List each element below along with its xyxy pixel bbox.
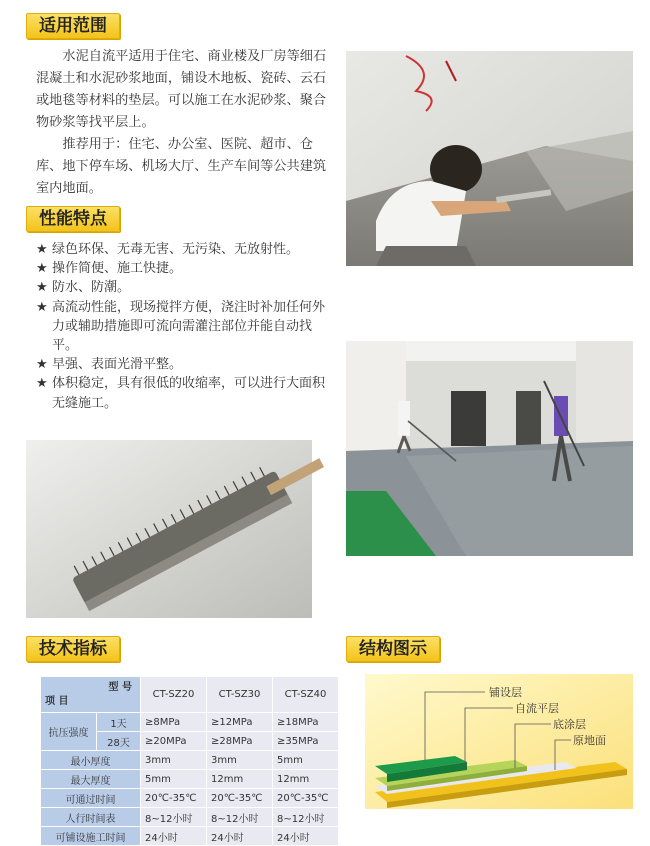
table-cell: 5mm xyxy=(141,770,207,789)
feature-item: ★ 体积稳定，具有很低的收缩率，可以进行大面积无缝施工。 xyxy=(36,376,326,411)
table-cell: ≥8MPa xyxy=(141,713,207,732)
table-cell: 12mm xyxy=(273,770,339,789)
feature-item: ★ 操作简便、施工快捷。 xyxy=(36,259,336,278)
scope-title: 适用范围 xyxy=(26,13,120,39)
table-row xyxy=(41,789,339,808)
scope-paragraph-2: 推荐用于：住宅、办公室、医院、超市、仓库、地下停车场、机场大厅、生产车间等公共建筑室内地面。 xyxy=(36,137,327,196)
table-cell: ≥28MPa xyxy=(207,732,273,751)
table-row xyxy=(41,751,339,770)
table-row-label: 抗压强度 xyxy=(41,713,97,751)
features-title: 性能特点 xyxy=(26,206,120,232)
table-cell: 24小时 xyxy=(273,827,339,846)
specs-table xyxy=(40,676,339,846)
star-icon: ★ xyxy=(36,376,48,392)
photo-spiked-roller xyxy=(26,440,312,618)
scope-paragraph-1: 水泥自流平适用于住宅、商业楼及厂房等细石混凝土和水泥砂浆地面，铺设木地板、瓷砖、云石或地毯等材料的垫层。可以施工在水泥砂浆、聚合物砂浆等找平层上。 xyxy=(36,49,327,130)
features-list xyxy=(36,240,336,413)
table-cell: ≥18MPa xyxy=(273,713,339,732)
label-self-leveling-layer: 自流平层 xyxy=(515,702,559,715)
star-icon: ★ xyxy=(36,261,48,277)
table-row-sublabel: 1天 xyxy=(97,713,141,732)
table-header-model: CT-SZ40 xyxy=(273,677,339,713)
table-cell: 8~12小时 xyxy=(273,808,339,827)
table-header-model: CT-SZ30 xyxy=(207,677,273,713)
scope-text xyxy=(36,46,338,200)
table-cell: 3mm xyxy=(207,751,273,770)
photo-worker-troweling xyxy=(346,51,633,266)
table-cell: 20℃-35℃ xyxy=(141,789,207,808)
table-row xyxy=(41,770,339,789)
label-primer-layer: 底涂层 xyxy=(553,718,586,731)
star-icon: ★ xyxy=(36,242,48,257)
table-row-sublabel: 28天 xyxy=(97,732,141,751)
table-row-label: 最小厚度 xyxy=(41,751,141,770)
feature-item: ★ 绿色环保、无毒无害、无污染、无放射性。 xyxy=(36,240,336,259)
table-cell: 8~12小时 xyxy=(141,808,207,827)
table-row xyxy=(41,713,339,732)
star-icon: ★ xyxy=(36,357,48,373)
table-row-label: 人行时间表 xyxy=(41,808,141,827)
feature-item: ★ 防水、防潮。 xyxy=(36,278,336,297)
table-cell: 24小时 xyxy=(141,827,207,846)
structure-diagram xyxy=(365,674,633,809)
feature-item: ★ 早强、表面光滑平整。 xyxy=(36,355,336,374)
table-cell: ≥35MPa xyxy=(273,732,339,751)
table-cell: 8~12小时 xyxy=(207,808,273,827)
label-top-layer: 铺设层 xyxy=(489,686,522,699)
feature-item: ★ 高流动性能，现场搅拌方便，浇注时补加任何外力或辅助措施即可流向需灌注部位并能自动找平。 xyxy=(36,299,326,354)
star-icon: ★ xyxy=(36,280,48,296)
table-cell: 20℃-35℃ xyxy=(207,789,273,808)
table-cell: 24小时 xyxy=(207,827,273,846)
label-base-floor: 原地面 xyxy=(573,734,606,747)
table-row-label: 最大厚度 xyxy=(41,770,141,789)
photo-workers-rolling xyxy=(346,341,633,556)
specs-title: 技术指标 xyxy=(26,636,120,662)
table-cell: ≥12MPa xyxy=(207,713,273,732)
table-row-label: 可通过时间 xyxy=(41,789,141,808)
table-header-row xyxy=(41,677,339,713)
table-row xyxy=(41,827,339,846)
table-row-label: 可铺设施工时间 xyxy=(41,827,141,846)
table-header-model: CT-SZ20 xyxy=(141,677,207,713)
table-corner: 型 号 项 目 xyxy=(41,677,141,713)
table-cell: 20℃-35℃ xyxy=(273,789,339,808)
star-icon: ★ xyxy=(36,299,48,315)
table-cell: 12mm xyxy=(207,770,273,789)
table-cell: 5mm xyxy=(273,751,339,770)
table-cell: 3mm xyxy=(141,751,207,770)
table-row xyxy=(41,808,339,827)
structure-title: 结构图示 xyxy=(346,636,440,662)
table-cell: ≥20MPa xyxy=(141,732,207,751)
